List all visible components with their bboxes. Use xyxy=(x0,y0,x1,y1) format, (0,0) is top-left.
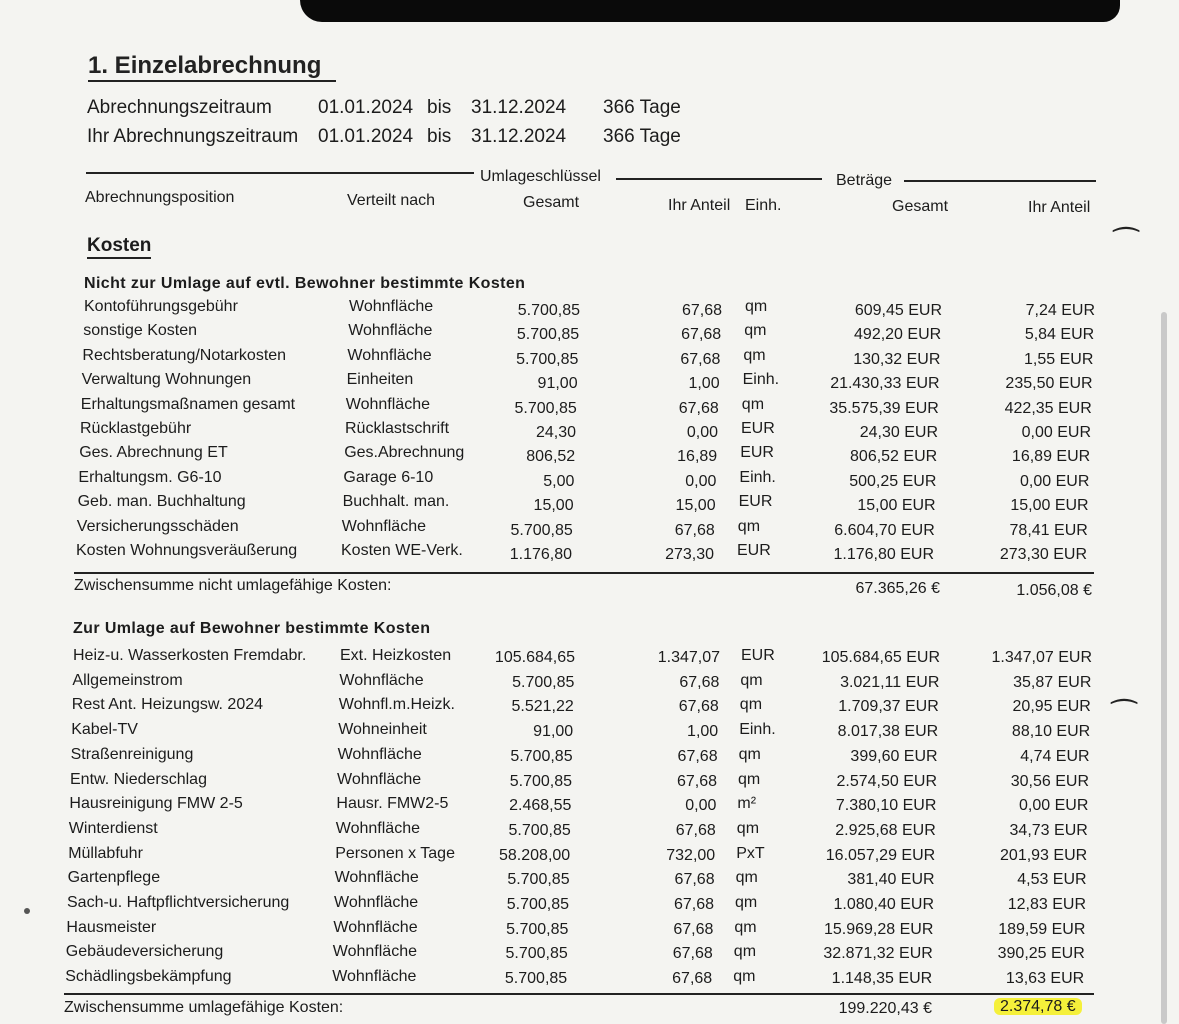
cell-schluessel-anteil: 0,00 xyxy=(685,797,717,815)
cell-betrag-gesamt: 16.057,29 EUR xyxy=(825,846,936,864)
cell-verteilt: Rücklastschrift xyxy=(345,420,450,437)
cell-einheit: qm xyxy=(738,745,761,763)
table-row xyxy=(0,493,1179,517)
cell-verteilt: Ges.Abrechnung xyxy=(344,444,465,462)
cell-schluessel-gesamt: 5.700,85 xyxy=(507,871,570,889)
header-gesamt-schluessel: Gesamt xyxy=(523,194,580,211)
cell-schluessel-anteil: 16,89 xyxy=(677,448,718,466)
cell-verteilt: Ext. Heizkosten xyxy=(340,647,452,664)
header-anteil-betrag: Ihr Anteil xyxy=(1028,199,1091,216)
cell-position: Hausreinigung FMW 2-5 xyxy=(69,795,243,813)
cell-position: Schädlingsbekämpfung xyxy=(65,968,232,986)
cell-betrag-gesamt: 492,20 EUR xyxy=(854,326,942,344)
cell-schluessel-anteil: 67,68 xyxy=(676,772,717,790)
highlight-marker: 2.374,78 € xyxy=(994,998,1082,1015)
cell-verteilt: Wohnfläche xyxy=(334,869,419,887)
period-days: 366 Tage xyxy=(603,97,681,118)
cell-betrag-anteil: 15,00 EUR xyxy=(1010,497,1089,515)
cell-einheit: PxT xyxy=(736,844,765,862)
period-to: 31.12.2024 xyxy=(471,97,567,118)
cell-verteilt: Wohnfläche xyxy=(348,322,433,340)
cell-schluessel-anteil: 0,00 xyxy=(685,472,717,490)
table-row xyxy=(0,869,1179,893)
cell-schluessel-gesamt: 5.700,85 xyxy=(510,521,573,539)
period-days: 366 Tage xyxy=(603,126,681,147)
cell-schluessel-anteil: 67,68 xyxy=(678,399,719,417)
table-row xyxy=(0,322,1179,346)
cell-position: sonstige Kosten xyxy=(83,322,198,340)
cell-betrag-anteil: 13,63 EUR xyxy=(1005,970,1085,988)
cell-betrag-gesamt: 806,52 EUR xyxy=(850,448,938,466)
cell-position: Geb. man. Buchhaltung xyxy=(77,493,246,511)
group-nicht-umlage-title: Nicht zur Umlage auf evtl. Bewohner bestimmte Kosten xyxy=(84,275,526,292)
cell-betrag-gesamt: 1.148,35 EUR xyxy=(831,970,933,988)
table-row xyxy=(0,943,1179,967)
period-from: 01.01.2024 xyxy=(318,126,414,147)
subtotal-label: Zwischensumme umlagefähige Kosten: xyxy=(64,999,344,1016)
cell-einheit: EUR xyxy=(741,647,775,664)
cell-position: Allgemeinstrom xyxy=(72,671,183,689)
cell-betrag-anteil: 273,30 EUR xyxy=(999,546,1087,563)
cell-einheit: qm xyxy=(735,894,758,911)
header-gesamt-betrag: Gesamt xyxy=(892,198,949,215)
cell-schluessel-gesamt: 15,00 xyxy=(533,497,574,515)
table-row xyxy=(0,820,1179,844)
cell-einheit: qm xyxy=(743,346,766,364)
cell-betrag-gesamt: 15,00 EUR xyxy=(857,497,936,515)
cell-schluessel-gesamt: 5.700,85 xyxy=(517,302,580,319)
table-row xyxy=(0,894,1179,918)
cell-verteilt: Garage 6-10 xyxy=(343,468,434,486)
cell-betrag-gesamt: 399,60 EUR xyxy=(850,747,938,765)
cell-betrag-gesamt: 24,30 EUR xyxy=(859,424,938,441)
table-row xyxy=(0,347,1179,371)
table-row xyxy=(0,542,1179,566)
cell-betrag-anteil: 0,00 EUR xyxy=(1020,472,1090,490)
cell-schluessel-anteil: 67,68 xyxy=(679,673,720,691)
cell-position: Heiz-u. Wasserkosten Fremdabr. xyxy=(73,647,307,664)
header-position: Abrechnungsposition xyxy=(85,189,235,206)
cell-schluessel-anteil: 67,68 xyxy=(681,302,722,319)
cell-betrag-anteil: 4,53 EUR xyxy=(1017,871,1087,889)
cell-schluessel-gesamt: 5.700,85 xyxy=(512,673,575,691)
cell-betrag-gesamt: 7.380,10 EUR xyxy=(835,797,937,815)
cell-betrag-anteil: 422,35 EUR xyxy=(1004,399,1092,417)
margin-check-mark: ⁀ xyxy=(1114,229,1139,262)
cell-betrag-gesamt: 8.017,38 EUR xyxy=(837,723,939,741)
cell-verteilt: Wohnfläche xyxy=(332,968,417,986)
cell-betrag-anteil: 35,87 EUR xyxy=(1013,673,1092,691)
cell-verteilt: Buchhalt. man. xyxy=(342,493,450,511)
cell-betrag-gesamt: 21.430,33 EUR xyxy=(830,375,940,393)
cell-position: Entw. Niederschlag xyxy=(70,770,207,788)
cell-schluessel-gesamt: 91,00 xyxy=(533,723,574,741)
cell-position: Sach-u. Haftpflichtversicherung xyxy=(67,894,290,911)
margin-dot xyxy=(24,908,30,914)
cell-verteilt: Wohnfläche xyxy=(337,770,422,788)
table-row xyxy=(0,721,1179,745)
cell-schluessel-anteil: 67,68 xyxy=(678,698,719,716)
cell-betrag-anteil: 1,55 EUR xyxy=(1024,350,1094,368)
cell-betrag-gesamt: 6.604,70 EUR xyxy=(834,521,935,539)
cell-einheit: EUR xyxy=(740,444,774,462)
cell-verteilt: Einheiten xyxy=(346,371,414,389)
cell-betrag-anteil: 189,59 EUR xyxy=(998,920,1086,938)
cell-betrag-gesamt: 609,45 EUR xyxy=(854,302,942,319)
table-row xyxy=(0,746,1179,770)
cell-position: Erhaltungsmaßnamen gesamt xyxy=(80,395,296,413)
cell-schluessel-anteil: 67,68 xyxy=(673,896,714,913)
cell-position: Rechtsberatung/Notarkosten xyxy=(82,346,287,364)
table-row xyxy=(0,444,1179,468)
cell-betrag-anteil: 34,73 EUR xyxy=(1009,821,1088,839)
cell-schluessel-gesamt: 5.700,85 xyxy=(509,772,572,790)
period-label: Ihr Abrechnungszeitraum xyxy=(87,126,299,147)
cell-einheit: qm xyxy=(741,395,765,413)
cell-position: Ges. Abrechnung ET xyxy=(79,444,228,462)
cell-schluessel-anteil: 67,68 xyxy=(681,326,722,344)
cell-position: Erhaltungsm. G6-10 xyxy=(78,468,222,486)
cell-schluessel-gesamt: 91,00 xyxy=(537,375,578,393)
cell-verteilt: Personen x Tage xyxy=(335,844,455,862)
cell-einheit: Einh. xyxy=(742,371,780,389)
cell-verteilt: Wohnfläche xyxy=(333,918,418,936)
cell-schluessel-gesamt: 105.684,65 xyxy=(494,649,575,666)
header-einheit: Einh. xyxy=(745,197,782,214)
table-row xyxy=(0,469,1179,493)
cell-schluessel-gesamt: 806,52 xyxy=(526,448,576,466)
cell-betrag-anteil: 201,93 EUR xyxy=(1000,846,1088,864)
cell-schluessel-anteil: 67,68 xyxy=(672,945,713,963)
table-row xyxy=(0,647,1179,671)
cell-schluessel-anteil: 0,00 xyxy=(686,424,718,441)
cell-verteilt: Hausr. FMW2-5 xyxy=(336,795,449,813)
cell-betrag-gesamt: 1.080,40 EUR xyxy=(833,896,934,913)
table-row xyxy=(0,672,1179,696)
cell-schluessel-anteil: 67,68 xyxy=(672,970,713,988)
cell-schluessel-anteil: 67,68 xyxy=(674,521,715,539)
cell-position: Gartenpflege xyxy=(67,869,161,887)
cell-position: Gebäudeversicherung xyxy=(65,943,224,961)
table-row xyxy=(0,968,1179,992)
cell-position: Hausmeister xyxy=(66,918,157,936)
table-row xyxy=(0,919,1179,943)
cell-schluessel-anteil: 1.347,07 xyxy=(657,649,720,666)
cell-schluessel-anteil: 67,68 xyxy=(673,920,714,938)
period-bis: bis xyxy=(427,97,452,118)
cell-schluessel-gesamt: 5.700,85 xyxy=(510,747,573,765)
cell-betrag-anteil: 390,25 EUR xyxy=(997,945,1085,963)
period-to: 31.12.2024 xyxy=(471,126,567,147)
cell-betrag-anteil: 16,89 EUR xyxy=(1011,448,1091,466)
cell-schluessel-anteil: 273,30 xyxy=(665,546,714,563)
title-underline xyxy=(88,80,336,82)
period-label: Abrechnungszeitraum xyxy=(87,97,272,118)
subtotal-anteil-highlighted xyxy=(994,998,1082,1016)
cell-betrag-anteil: 0,00 EUR xyxy=(1021,424,1091,441)
cell-schluessel-gesamt: 5.700,85 xyxy=(505,945,568,963)
cell-betrag-gesamt: 3.021,11 EUR xyxy=(840,673,940,691)
table-row xyxy=(0,696,1179,720)
cell-schluessel-gesamt: 5.700,85 xyxy=(506,896,569,913)
cell-verteilt: Wohnfläche xyxy=(345,395,430,413)
cell-betrag-gesamt: 2.925,68 EUR xyxy=(835,821,936,839)
cell-einheit: qm xyxy=(740,671,763,689)
cell-schluessel-anteil: 67,68 xyxy=(680,350,721,368)
cell-betrag-gesamt: 105.684,65 EUR xyxy=(821,649,940,666)
cell-verteilt: Wohnfläche xyxy=(337,745,422,763)
cell-einheit: qm xyxy=(737,517,761,535)
scrollbar-thumb[interactable] xyxy=(1161,312,1167,1024)
page-title: 1. Einzelabrechnung xyxy=(88,52,322,79)
header-betraege: Beträge xyxy=(836,172,893,189)
cell-betrag-anteil: 88,10 EUR xyxy=(1011,723,1091,741)
section-kosten-underline xyxy=(87,257,151,259)
cell-betrag-anteil: 5,84 EUR xyxy=(1024,326,1095,344)
cell-einheit: Einh. xyxy=(739,721,776,739)
cell-position: Versicherungsschäden xyxy=(76,517,239,535)
subtotal-gesamt: 67.365,26 € xyxy=(855,580,940,597)
cell-einheit: m² xyxy=(737,795,757,813)
margin-check-mark: ⁀ xyxy=(1112,701,1137,734)
cell-verteilt: Wohnfläche xyxy=(341,517,426,535)
header-rule-right xyxy=(904,180,1096,182)
cell-position: Kontoführungsgebühr xyxy=(84,298,238,315)
cell-betrag-anteil: 1.347,07 EUR xyxy=(991,649,1092,666)
subtotal-rule xyxy=(64,993,1094,995)
cell-einheit: qm xyxy=(745,298,768,315)
cell-einheit: EUR xyxy=(737,542,771,559)
cell-schluessel-gesamt: 5,00 xyxy=(543,472,575,490)
cell-betrag-gesamt: 2.574,50 EUR xyxy=(836,772,937,790)
redaction-bar xyxy=(300,0,1120,22)
cell-betrag-anteil: 0,00 EUR xyxy=(1019,797,1089,815)
table-row xyxy=(0,845,1179,869)
cell-einheit: qm xyxy=(736,819,760,837)
cell-einheit: EUR xyxy=(741,420,775,437)
cell-schluessel-gesamt: 5.700,85 xyxy=(508,821,571,839)
cell-einheit: Einh. xyxy=(739,468,776,486)
cell-einheit: qm xyxy=(738,770,761,788)
cell-position: Straßenreinigung xyxy=(70,745,194,763)
cell-einheit: qm xyxy=(733,968,756,986)
cell-betrag-gesamt: 32.871,32 EUR xyxy=(823,945,933,963)
cell-betrag-gesamt: 381,40 EUR xyxy=(847,871,935,889)
cell-betrag-gesamt: 130,32 EUR xyxy=(853,350,941,368)
cell-schluessel-anteil: 732,00 xyxy=(666,846,716,864)
cell-betrag-anteil: 78,41 EUR xyxy=(1009,521,1088,539)
header-verteilt: Verteilt nach xyxy=(347,192,436,209)
cell-betrag-gesamt: 1.176,80 EUR xyxy=(833,546,934,563)
cell-verteilt: Wohnfläche xyxy=(334,894,419,911)
cell-betrag-gesamt: 1.709,37 EUR xyxy=(838,698,939,716)
table-row xyxy=(0,795,1179,819)
table-row xyxy=(0,371,1179,395)
cell-schluessel-gesamt: 5.700,85 xyxy=(514,399,577,417)
table-row xyxy=(0,518,1179,542)
cell-betrag-anteil: 4,74 EUR xyxy=(1020,747,1090,765)
cell-einheit: qm xyxy=(734,918,757,936)
cell-verteilt: Wohnfläche xyxy=(335,819,420,837)
cell-position: Winterdienst xyxy=(68,819,158,837)
cell-schluessel-gesamt: 58.208,00 xyxy=(499,846,571,864)
cell-schluessel-gesamt: 5.700,85 xyxy=(504,970,568,988)
period-from: 01.01.2024 xyxy=(318,97,414,118)
cell-verteilt: Wohnfläche xyxy=(347,346,432,364)
cell-schluessel-anteil: 15,00 xyxy=(675,497,716,515)
cell-schluessel-gesamt: 5.700,85 xyxy=(516,350,579,368)
cell-schluessel-anteil: 1,00 xyxy=(687,723,719,741)
cell-verteilt: Kosten WE-Verk. xyxy=(341,542,463,559)
cell-schluessel-gesamt: 2.468,55 xyxy=(509,797,572,815)
cell-betrag-anteil: 30,56 EUR xyxy=(1010,772,1089,790)
cell-schluessel-gesamt: 5.700,85 xyxy=(516,326,580,344)
cell-schluessel-gesamt: 24,30 xyxy=(535,424,576,441)
cell-position: Kabel-TV xyxy=(71,721,138,739)
section-kosten: Kosten xyxy=(87,235,152,256)
cell-position: Müllabfuhr xyxy=(68,844,143,862)
cell-verteilt: Wohnfl.m.Heizk. xyxy=(338,696,455,714)
cell-schluessel-gesamt: 1.176,80 xyxy=(509,546,572,563)
subtotal-anteil: 1.056,08 € xyxy=(1016,582,1092,599)
cell-einheit: qm xyxy=(739,696,763,714)
cell-betrag-anteil: 12,83 EUR xyxy=(1007,896,1086,913)
table-row xyxy=(0,771,1179,795)
cell-betrag-gesamt: 15.969,28 EUR xyxy=(823,920,934,938)
cell-verteilt: Wohneinheit xyxy=(338,721,427,739)
header-umlageschluessel: Umlageschlüssel xyxy=(480,168,601,185)
cell-position: Rest Ant. Heizungsw. 2024 xyxy=(71,696,264,714)
cell-betrag-anteil: 20,95 EUR xyxy=(1012,698,1091,716)
subtotal-label: Zwischensumme nicht umlagefähige Kosten: xyxy=(74,577,392,594)
cell-position: Verwaltung Wohnungen xyxy=(81,371,252,389)
cell-betrag-anteil: 235,50 EUR xyxy=(1005,375,1093,393)
cell-einheit: qm xyxy=(744,322,767,340)
table-row xyxy=(0,420,1179,444)
cell-schluessel-anteil: 67,68 xyxy=(677,747,718,765)
cell-schluessel-gesamt: 5.700,85 xyxy=(506,920,569,938)
cell-position: Kosten Wohnungsveräußerung xyxy=(76,542,298,559)
cell-betrag-anteil: 7,24 EUR xyxy=(1025,302,1095,319)
period-bis: bis xyxy=(427,126,452,147)
cell-betrag-gesamt: 35.575,39 EUR xyxy=(829,399,939,417)
cell-verteilt: Wohnfläche xyxy=(339,671,424,689)
cell-betrag-gesamt: 500,25 EUR xyxy=(849,472,937,490)
header-rule-mid xyxy=(616,178,822,180)
cell-position: Rücklastgebühr xyxy=(80,420,192,437)
cell-schluessel-gesamt: 5.521,22 xyxy=(511,698,574,716)
subtotal-rule xyxy=(74,572,1094,574)
cell-schluessel-anteil: 1,00 xyxy=(688,375,720,393)
header-anteil-schluessel: Ihr Anteil xyxy=(668,197,731,214)
cell-einheit: EUR xyxy=(738,493,773,511)
cell-schluessel-anteil: 67,68 xyxy=(675,821,716,839)
group-umlage-title: Zur Umlage auf Bewohner bestimmte Kosten xyxy=(73,620,431,637)
cell-verteilt: Wohnfläche xyxy=(349,298,434,315)
subtotal-gesamt: 199.220,43 € xyxy=(838,1000,932,1017)
table-row xyxy=(0,396,1179,420)
table-row xyxy=(0,298,1179,322)
cell-einheit: qm xyxy=(733,943,757,961)
header-rule-left xyxy=(86,172,474,174)
cell-verteilt: Wohnfläche xyxy=(332,943,417,961)
cell-einheit: qm xyxy=(735,869,758,887)
cell-schluessel-anteil: 67,68 xyxy=(674,871,715,889)
